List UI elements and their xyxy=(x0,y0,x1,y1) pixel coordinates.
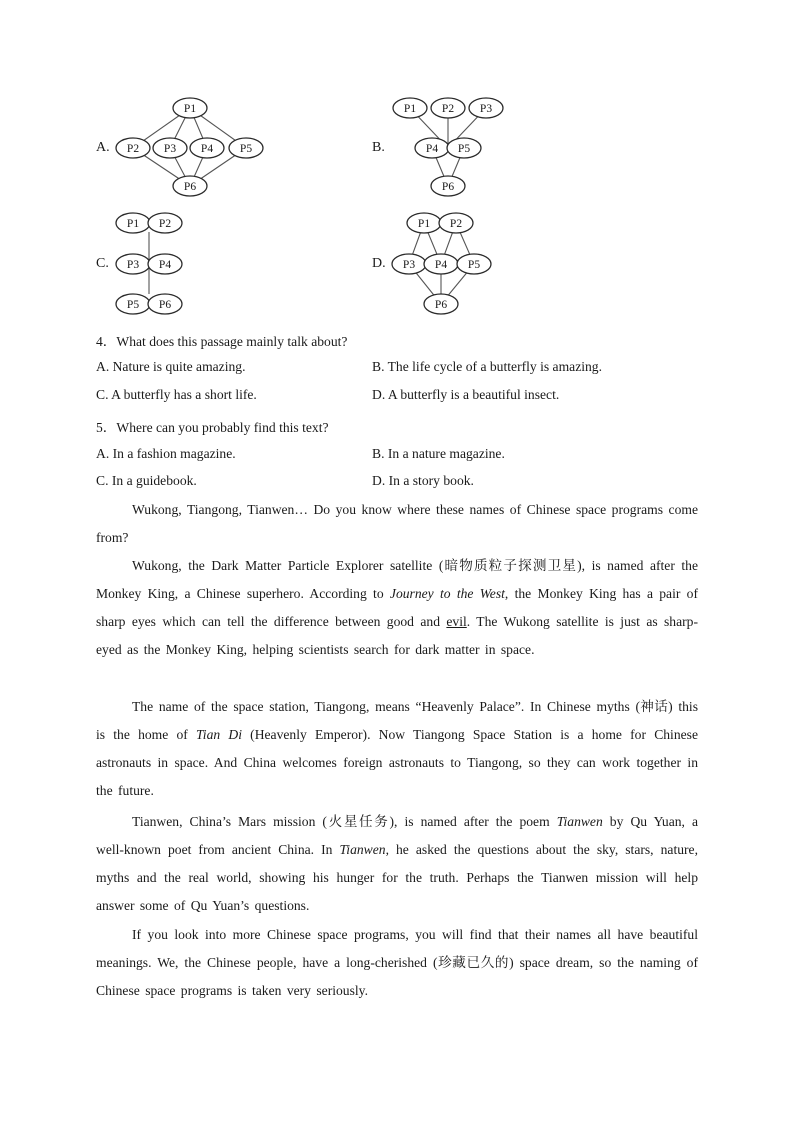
node-p2 xyxy=(148,213,182,233)
svg-text:P1: P1 xyxy=(417,218,431,230)
option-5d: D. In a story book. xyxy=(372,473,474,488)
question-number: 4． xyxy=(96,334,117,349)
diagram-b xyxy=(392,94,512,202)
option-4b: B. The life cycle of a butterfly is amazing. xyxy=(372,359,603,374)
node-p4 xyxy=(190,138,224,158)
node-p6 xyxy=(431,176,465,196)
option-5c: C. In a guidebook. xyxy=(96,473,197,488)
book-title: Journey to the West xyxy=(389,586,505,601)
option-letter-b: B. xyxy=(372,140,385,155)
poem-title: Tianwen xyxy=(556,814,603,829)
node-p2 xyxy=(116,138,150,158)
question-number: 5． xyxy=(96,420,117,435)
node-p1 xyxy=(393,98,427,118)
svg-text:P4: P4 xyxy=(200,143,214,155)
node-p2 xyxy=(431,98,465,118)
passage-paragraph-2: Wukong, the Dark Matter Particle Explorer satellite (暗物质粒子探测卫星), is named after the Monkey King, a Chinese superhero. According to Journey to the West, the Monkey King has a pair of sharp eyes which can tell the difference between good and evil. The Wukong satellite is just as sharp-eyed as the Monkey King, helping scientists search for dark matter in space. xyxy=(96,558,698,657)
diagram-d xyxy=(390,210,494,318)
node-p5 xyxy=(447,138,481,158)
node-p5 xyxy=(116,294,150,314)
passage-paragraph-4: Tianwen, China’s Mars mission (火星任务), is named after the poem Tianwen by Qu Yuan, a well-known poet from ancient China. In Tianwen, he asked the questions about the sky, stars, nature, myths and the real world, showing his hunger for the truth. Perhaps the Tianwen mission will help answer some of Qu Yuan’s questions. xyxy=(96,814,698,913)
svg-text:P3: P3 xyxy=(163,143,177,155)
svg-text:P6: P6 xyxy=(183,181,197,193)
svg-text:P5: P5 xyxy=(239,143,253,155)
svg-text:P3: P3 xyxy=(402,259,416,271)
svg-text:P2: P2 xyxy=(441,103,455,115)
option-letter-c: C. xyxy=(96,256,109,271)
question-4 xyxy=(96,330,347,350)
svg-text:P3: P3 xyxy=(479,103,493,115)
option-4d: D. A butterfly is a beautiful insect. xyxy=(372,387,560,402)
diagram-a xyxy=(112,94,272,202)
node-p4 xyxy=(415,138,449,158)
node-p6 xyxy=(148,294,182,314)
node-p3 xyxy=(469,98,503,118)
option-5a: A. In a fashion magazine. xyxy=(96,446,236,461)
node-p6 xyxy=(424,294,458,314)
passage-paragraph-5: If you look into more Chinese space programs, you will find that their names all have beautiful meanings. We, the Chinese people, have a long-cherished (珍藏已久的) space dream, so the naming of Chinese space programs is taken very seriously. xyxy=(96,927,698,998)
svg-text:P2: P2 xyxy=(158,218,172,230)
node-p3 xyxy=(392,254,426,274)
passage-paragraph-3: The name of the space station, Tiangong, means “Heavenly Palace”. In Chinese myths (神话) this is the home of Tian Di (Heavenly Emperor). Now Tiangong Space Station is a home for Chinese astronauts in space. And China welcomes foreign astronauts to Tiangong, so they can work together in the future. xyxy=(96,699,698,798)
svg-text:P5: P5 xyxy=(457,143,471,155)
option-4a: A. Nature is quite amazing. xyxy=(96,359,246,374)
node-p4 xyxy=(148,254,182,274)
node-p2 xyxy=(439,213,473,233)
option-letter-d: D. xyxy=(372,256,386,271)
svg-text:P6: P6 xyxy=(158,299,172,311)
poem-title: Tianwen xyxy=(339,842,386,857)
node-p3 xyxy=(153,138,187,158)
node-p5 xyxy=(457,254,491,274)
svg-text:P6: P6 xyxy=(434,299,448,311)
passage-paragraph-1: Wukong, Tiangong, Tianwen… Do you know where these names of Chinese space programs come from? xyxy=(96,502,698,545)
question-text: Where can you probably find this text? xyxy=(116,420,329,435)
svg-text:P1: P1 xyxy=(403,103,417,115)
question-text: What does this passage mainly talk about? xyxy=(116,334,348,349)
question-5 xyxy=(96,416,329,436)
diagram-c xyxy=(114,210,186,318)
svg-text:P1: P1 xyxy=(126,218,140,230)
svg-text:P5: P5 xyxy=(126,299,140,311)
term: Tian Di xyxy=(196,727,242,742)
underlined-word: evil xyxy=(446,614,467,629)
node-p1 xyxy=(407,213,441,233)
svg-text:P4: P4 xyxy=(425,143,439,155)
svg-text:P4: P4 xyxy=(434,259,448,271)
node-p1 xyxy=(173,98,207,118)
svg-text:P2: P2 xyxy=(126,143,140,155)
node-p1 xyxy=(116,213,150,233)
option-letter-a: A. xyxy=(96,140,110,155)
svg-text:P1: P1 xyxy=(183,103,197,115)
svg-text:P3: P3 xyxy=(126,259,140,271)
node-p3 xyxy=(116,254,150,274)
option-4c: C. A butterfly has a short life. xyxy=(96,387,257,402)
option-5b: B. In a nature magazine. xyxy=(372,446,505,461)
svg-text:P6: P6 xyxy=(441,181,455,193)
svg-text:P2: P2 xyxy=(449,218,463,230)
svg-text:P5: P5 xyxy=(467,259,481,271)
node-p5 xyxy=(229,138,263,158)
node-p6 xyxy=(173,176,207,196)
node-p4 xyxy=(424,254,458,274)
svg-text:P4: P4 xyxy=(158,259,172,271)
